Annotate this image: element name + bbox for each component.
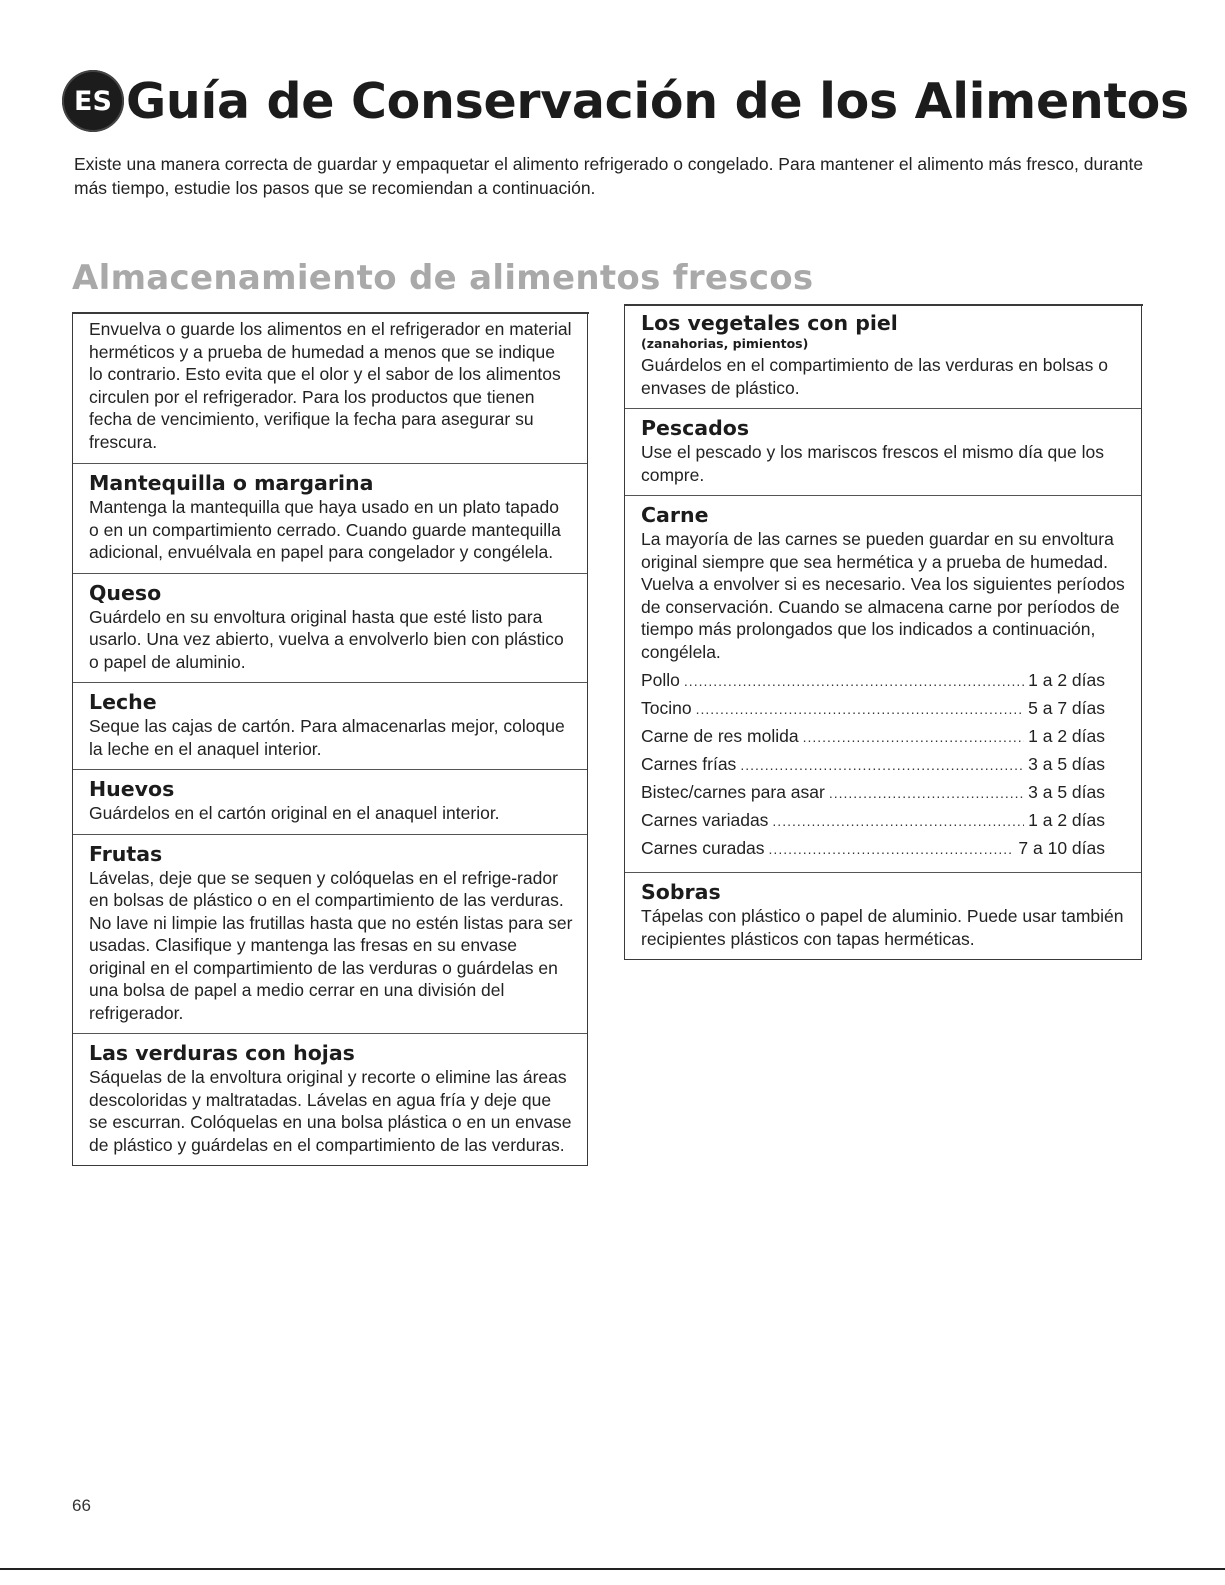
- language-badge: ES: [62, 70, 124, 132]
- eggs-title: Huevos: [89, 777, 175, 801]
- butter-box: [73, 464, 587, 574]
- cheese-title: Queso: [89, 580, 162, 605]
- page-header: [62, 70, 1189, 132]
- leftovers-box: [625, 873, 1141, 959]
- storage-days: 7 a 10 días: [1018, 838, 1105, 858]
- fish-text: Use el pescado y los mariscos frescos el mismo día que los compre.: [641, 442, 1104, 485]
- cheese-box: [73, 574, 587, 684]
- section-title: Almacenamiento de alimentos frescos: [72, 258, 814, 298]
- fruits-box: [73, 835, 587, 1035]
- intro-paragraph: Existe una manera correcta de guardar y empaquetar el alimento refrigerado o congelado. Para mantener el alimento más fresco, durante más tiempo, estudie los pasos que se recomiendan a continuación.: [74, 154, 1144, 198]
- leader-dots: [829, 780, 1024, 807]
- leftovers-text: Tápelas con plástico o papel de aluminio. Puede usar también recipientes plásticos con tapas herméticas.: [641, 906, 1124, 949]
- storage-row-steaks: [641, 779, 1127, 807]
- leader-dots: [696, 696, 1025, 723]
- eggs-box: [73, 770, 587, 835]
- meat-box: [625, 496, 1141, 873]
- vegetables-title: Los vegetales con piel: [641, 311, 898, 335]
- storage-item: Carnes frías: [641, 754, 737, 774]
- storage-days: 3 a 5 días: [1028, 782, 1105, 802]
- leader-dots: [684, 668, 1024, 695]
- milk-title: Leche: [89, 690, 157, 714]
- storage-intro-box: [73, 312, 587, 464]
- eggs-text: Guárdelos en el cartón original en el anaquel interior.: [89, 803, 500, 823]
- fish-title: Pescados: [641, 416, 750, 440]
- fruits-text: Lávelas, deje que se sequen y colóquelas en el refrige-rador en bolsas de plástico o en el compartimiento de las verduras. No lave ni limpie las frutillas hasta que no estén listas para ser usadas. Clasifique y mantenga las fresas en su envase original en el compartimiento de las verduras o guárdelas en una bolsa de papel a medio cerrar en una división del refrigerador.: [89, 867, 573, 1023]
- leafy-greens-title: Las verduras con hojas: [89, 1041, 355, 1065]
- storage-row-ground-beef: [641, 723, 1127, 751]
- leader-dots: [769, 836, 1015, 863]
- storage-item: Bistec/carnes para asar: [641, 782, 825, 802]
- fish-box: [625, 409, 1141, 496]
- milk-text: Seque las cajas de cartón. Para almacenarlas mejor, coloque la leche en el anaquel interior.: [89, 716, 565, 759]
- leftovers-title: Sobras: [641, 880, 721, 904]
- storage-item: Carnes variadas: [641, 810, 769, 830]
- storage-days: 5 a 7 días: [1028, 698, 1105, 718]
- right-column: [624, 304, 1142, 960]
- left-column: [72, 312, 588, 1166]
- storage-item: Tocino: [641, 698, 692, 718]
- leader-dots: [772, 808, 1024, 835]
- leader-dots: [740, 752, 1024, 779]
- storage-row-cured-meats: [641, 835, 1127, 863]
- meat-storage-list: [641, 667, 1127, 863]
- page-title: Guía de Conservación de los Alimentos: [126, 72, 1189, 130]
- storage-days: 1 a 2 días: [1028, 726, 1105, 746]
- storage-item: Pollo: [641, 670, 680, 690]
- storage-days: 1 a 2 días: [1028, 670, 1105, 690]
- leafy-greens-box: [73, 1034, 587, 1165]
- butter-title: Mantequilla o margarina: [89, 471, 374, 495]
- storage-row-chicken: [641, 667, 1127, 695]
- bottom-rule: [0, 1568, 1225, 1570]
- leader-dots: [803, 724, 1025, 751]
- storage-row-bacon: [641, 695, 1127, 723]
- cheese-text: Guárdelo en su envoltura original hasta que esté listo para usarlo. Una vez abierto, vuelva a envolverlo bien con plástico o papel de aluminio.: [89, 606, 564, 672]
- meat-text: La mayoría de las carnes se pueden guardar en su envoltura original siempre que sea hermética y a prueba de humedad. Vuelva a envolver si es necesario. Vea los siguientes períodos de conservación. Cuando se almacena carne por períodos de tiempo más prolongados que los indicados a continuación, congélela.: [641, 529, 1125, 662]
- meat-title: Carne: [641, 503, 709, 527]
- milk-box: [73, 683, 587, 770]
- page-number: 66: [72, 1496, 91, 1515]
- vegetables-subtitle: (zanahorias, pimientos): [641, 336, 809, 351]
- storage-item: Carne de res molida: [641, 726, 799, 746]
- leafy-greens-text: Sáquelas de la envoltura original y recorte o elimine las áreas descoloridas y maltratadas. Lávelas en agua fría y deje que se escurran. Colóquelas en una bolsa plástica o en un envase de plástico y guárdelas en el compartimiento de las verduras.: [89, 1067, 572, 1155]
- vegetables-box: [625, 304, 1141, 409]
- fruits-title: Frutas: [89, 841, 163, 866]
- storage-days: 3 a 5 días: [1028, 754, 1105, 774]
- butter-text: Mantenga la mantequilla que haya usado en un plato tapado o en un compartimiento cerrado. Cuando guarde mantequilla adicional, envuélvala en papel para congelador y congélela.: [89, 497, 561, 562]
- vegetables-text: Guárdelos en el compartimiento de las verduras en bolsas o envases de plástico.: [641, 355, 1108, 398]
- storage-item: Carnes curadas: [641, 838, 765, 858]
- storage-days: 1 a 2 días: [1028, 810, 1105, 830]
- storage-row-variety-meats: [641, 807, 1127, 835]
- storage-intro-text: Envuelva o guarde los alimentos en el refrigerador en material herméticos y a prueba de humedad a menos que se indique lo contrario. Esto evita que el olor y el sabor de los alimentos circulen por el refrigerador. Para los productos que tienen fecha de vencimiento, verifique la fecha para asegurar su frescura.: [89, 319, 572, 452]
- storage-row-cold-cuts: [641, 751, 1127, 779]
